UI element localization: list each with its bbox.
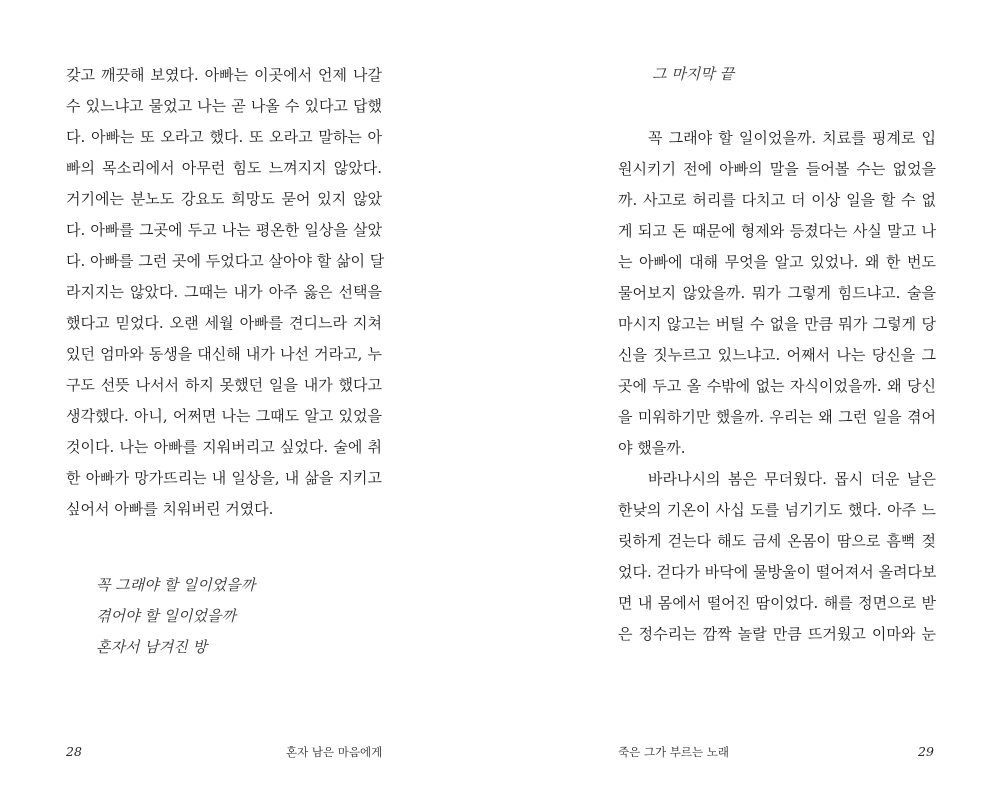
body-line: 했다고 믿었다. 오랜 세월 아빠를 견디느라 지쳐	[66, 314, 382, 332]
body-line: 구도 선뜻 나서서 하지 못했던 일을 내가 했다고	[66, 376, 382, 394]
body-line: 었다. 걷다가 바닥에 물방울이 떨어져서 올려다보	[618, 563, 937, 581]
body-line: 물어보지 않았을까. 뭐가 그렇게 힘드냐고. 술을	[618, 284, 936, 302]
body-line: 곳에 두고 올 수밖에 없는 자식이었을까. 왜 당신	[618, 377, 936, 395]
poem-verse	[96, 570, 255, 663]
body-line: 는 아빠에 대해 무엇을 알고 있었나. 왜 한 번도	[618, 253, 936, 271]
poem-line: 꼭 그래야 할 일이었을까	[96, 576, 256, 594]
body-line: 바라나시의 봄은 무더웠다. 몹시 더운 날은	[648, 470, 936, 488]
body-line: 신을 짓누르고 있느냐고. 어째서 나는 당신을 그	[618, 346, 936, 364]
body-line: 수 있느냐고 물었고 나는 곧 나올 수 있다고 답했	[66, 97, 382, 115]
body-line: 있던 엄마와 동생을 대신해 내가 나선 거라고, 누	[66, 345, 382, 363]
page-number: 29	[918, 744, 934, 759]
body-line: 거기에는 분노도 강요도 희망도 묻어 있지 않았	[66, 190, 382, 208]
body-line: 것이다. 나는 아빠를 지워버리고 싶었다. 술에 취	[66, 438, 382, 456]
body-line: 야 했을까.	[618, 439, 686, 457]
body-line: 라지지는 않았다. 그때는 내가 아주 옳은 선택을	[66, 283, 382, 301]
body-line: 원시키기 전에 아빠의 말을 들어볼 수는 없었을	[618, 160, 936, 178]
right-body-text	[618, 123, 936, 650]
right-page	[500, 0, 1000, 812]
page-number: 28	[66, 744, 82, 759]
body-line: 면 내 몸에서 떨어진 땀이었다. 해를 정면으로 받	[618, 594, 936, 612]
body-line: 릿하게 걷는다 해도 금세 온몸이 땀으로 흠뻑 젖	[618, 532, 936, 550]
body-line: 은 정수리는 깜짝 놀랄 만큼 뜨거웠고 이마와 눈	[618, 625, 936, 643]
body-line: 다. 아빠를 그런 곳에 두었다고 살아야 할 삶이 달	[66, 252, 385, 270]
body-line: 생각했다. 아니, 어쩌면 나는 그때도 알고 있었을	[66, 407, 382, 425]
running-title: 혼자 남은 마음에게	[286, 745, 383, 759]
body-line: 다. 아빠를 그곳에 두고 나는 평온한 일상을 살았	[66, 221, 382, 239]
body-line: 싶어서 아빠를 치워버린 거였다.	[66, 500, 274, 518]
body-line: 을 미워하기만 했을까. 우리는 왜 그런 일을 겪어	[618, 408, 936, 426]
body-line: 게 되고 돈 때문에 형제와 등졌다는 사실 말고 나	[618, 222, 936, 240]
body-line: 빠의 목소리에서 아무런 힘도 느껴지지 않았다.	[66, 159, 382, 177]
body-line: 한 아빠가 망가뜨리는 내 일상을, 내 삶을 지키고	[66, 469, 382, 487]
running-title: 죽은 그가 부르는 노래	[618, 745, 729, 759]
body-line: 까. 사고로 허리를 다치고 더 이상 일을 할 수 없	[618, 191, 936, 209]
body-line: 갖고 깨끗해 보였다. 아빠는 이곳에서 언제 나갈	[66, 66, 382, 84]
poem-line: 겪어야 할 일이었을까	[96, 607, 236, 625]
body-line: 다. 아빠는 또 오라고 했다. 또 오라고 말하는 아	[66, 128, 382, 146]
body-line: 한낮의 기온이 사십 도를 넘기기도 했다. 아주 느	[618, 501, 936, 519]
left-body-text	[66, 60, 385, 525]
section-heading: 그 마지막 끝	[652, 65, 734, 83]
body-line: 마시지 않고는 버틸 수 없을 만큼 뭐가 그렇게 당	[618, 315, 936, 333]
body-line: 꼭 그래야 할 일이었을까. 치료를 핑계로 입	[648, 129, 936, 147]
poem-line: 혼자서 남겨진 방	[96, 638, 207, 656]
